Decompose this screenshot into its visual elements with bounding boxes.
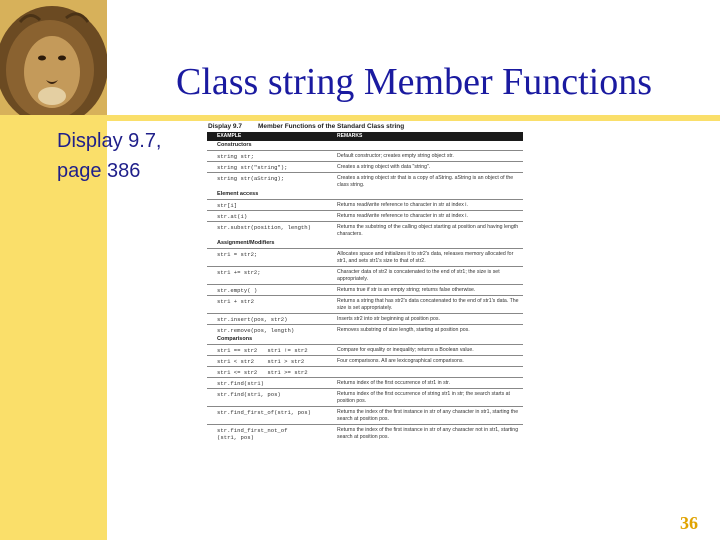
table-row <box>207 344 523 355</box>
row-remark: Returns index of the first occurrence of str1 in str. <box>337 379 451 386</box>
row-code: str.find_first_not_of (str1, pos) <box>217 426 288 441</box>
lion-photo-icon <box>0 0 107 120</box>
table-row <box>207 248 523 266</box>
row-code: str.find(str1) <box>217 379 264 387</box>
row-remark: Removes substring of size length, starting at position pos. <box>337 326 470 333</box>
table-row <box>207 388 523 406</box>
display-title: Member Functions of the Standard Class string <box>257 123 405 130</box>
table-row <box>207 161 523 172</box>
row-code: str1 += str2; <box>217 268 261 276</box>
table-row <box>207 377 523 388</box>
section-comparisons: Comparisons <box>217 336 253 342</box>
row-code: string str(aString); <box>217 174 285 182</box>
column-header-remarks: REMARKS <box>337 133 363 139</box>
table-row <box>207 355 523 366</box>
table-row <box>207 221 523 239</box>
section-element-access: Element access <box>217 191 259 197</box>
table-row <box>207 424 523 442</box>
display-caption <box>207 121 523 132</box>
section-assignment: Assignment/Modifiers <box>217 240 275 246</box>
row-remark: Returns the index of the first instance in str of any character not in str1, starting search at position pos. <box>337 426 519 440</box>
caption-line-2: page 386 <box>57 160 141 182</box>
row-code: str1 < str2 str1 > str2 <box>217 357 305 365</box>
display-table-image <box>207 121 523 540</box>
table-row <box>207 284 523 295</box>
section-constructors: Constructors <box>217 142 252 148</box>
row-code: str.substr(position, length) <box>217 223 311 231</box>
table-row <box>207 406 523 424</box>
row-remark: Returns a string that has str2's data concatenated to the end of str1's data. The size is set appropriately. <box>337 297 519 311</box>
table-row <box>207 324 523 335</box>
row-remark: Character data of str2 is concatenated to the end of str1; the size is set appropriately. <box>337 268 500 282</box>
row-remark: Creates a string object str that is a copy of aString. aString is an object of the class string. <box>337 174 514 188</box>
row-remark: Allocates space and initializes it to str2's data, releases memory allocated for str1, and sets str1's size to that of str2. <box>337 250 514 264</box>
table-row <box>207 172 523 190</box>
row-code: str1 <= str2 str1 >= str2 <box>217 368 308 376</box>
row-code: str.empty( ) <box>217 286 258 294</box>
row-code: str1 + str2 <box>217 297 254 305</box>
table-row <box>207 199 523 210</box>
row-remark: Returns true if str is an empty string; returns false otherwise. <box>337 286 476 293</box>
row-remark: Default constructor; creates empty string object str. <box>337 152 454 159</box>
row-code: str1 == str2 str1 != str2 <box>217 346 308 354</box>
row-code: str.at(i) <box>217 212 248 220</box>
display-reference <box>57 126 162 186</box>
row-code: str.remove(pos, length) <box>217 326 295 334</box>
row-code: str[i] <box>217 201 238 209</box>
row-remark: Returns the index of the first instance in str of any character in str1, starting the search at position pos. <box>337 408 519 422</box>
slide-title: Class string Member Functions <box>175 61 653 103</box>
row-remark: Four comparisons. All are lexicographical comparisons. <box>337 357 464 364</box>
column-header-example: EXAMPLE <box>217 133 242 139</box>
row-code: string str("string"); <box>217 163 288 171</box>
table-row <box>207 295 523 313</box>
table-row <box>207 210 523 221</box>
row-code: str.insert(pos, str2) <box>217 315 288 323</box>
row-remark: Returns the substring of the calling object starting at position and having length characters. <box>337 223 519 237</box>
display-number: Display 9.7 <box>208 123 242 130</box>
table-row <box>207 366 523 377</box>
table-header <box>207 132 523 141</box>
page-number: 36 <box>680 513 698 533</box>
table-row <box>207 266 523 284</box>
row-code: str.find(str1, pos) <box>217 390 281 398</box>
caption-line-1: Display 9.7, <box>57 130 162 152</box>
row-remark <box>337 369 523 376</box>
row-remark: Returns read/write reference to character in str at index i. <box>337 201 468 208</box>
row-remark: Returns index of the first occurrence of string str1 in str; the search starts at position pos. <box>337 390 510 404</box>
row-code: str1 = str2; <box>217 250 258 258</box>
row-remark: Compare for equality or inequality; returns a Boolean value. <box>337 346 474 353</box>
row-code: string str; <box>217 152 254 160</box>
table-row <box>207 150 523 161</box>
table-row <box>207 313 523 324</box>
row-code: str.find_first_of(str1, pos) <box>217 408 311 416</box>
row-remark: Creates a string object with data "string". <box>337 163 431 170</box>
row-remark: Returns read/write reference to character in str at index i. <box>337 212 468 219</box>
row-remark: Inserts str2 into str beginning at position pos. <box>337 315 440 322</box>
